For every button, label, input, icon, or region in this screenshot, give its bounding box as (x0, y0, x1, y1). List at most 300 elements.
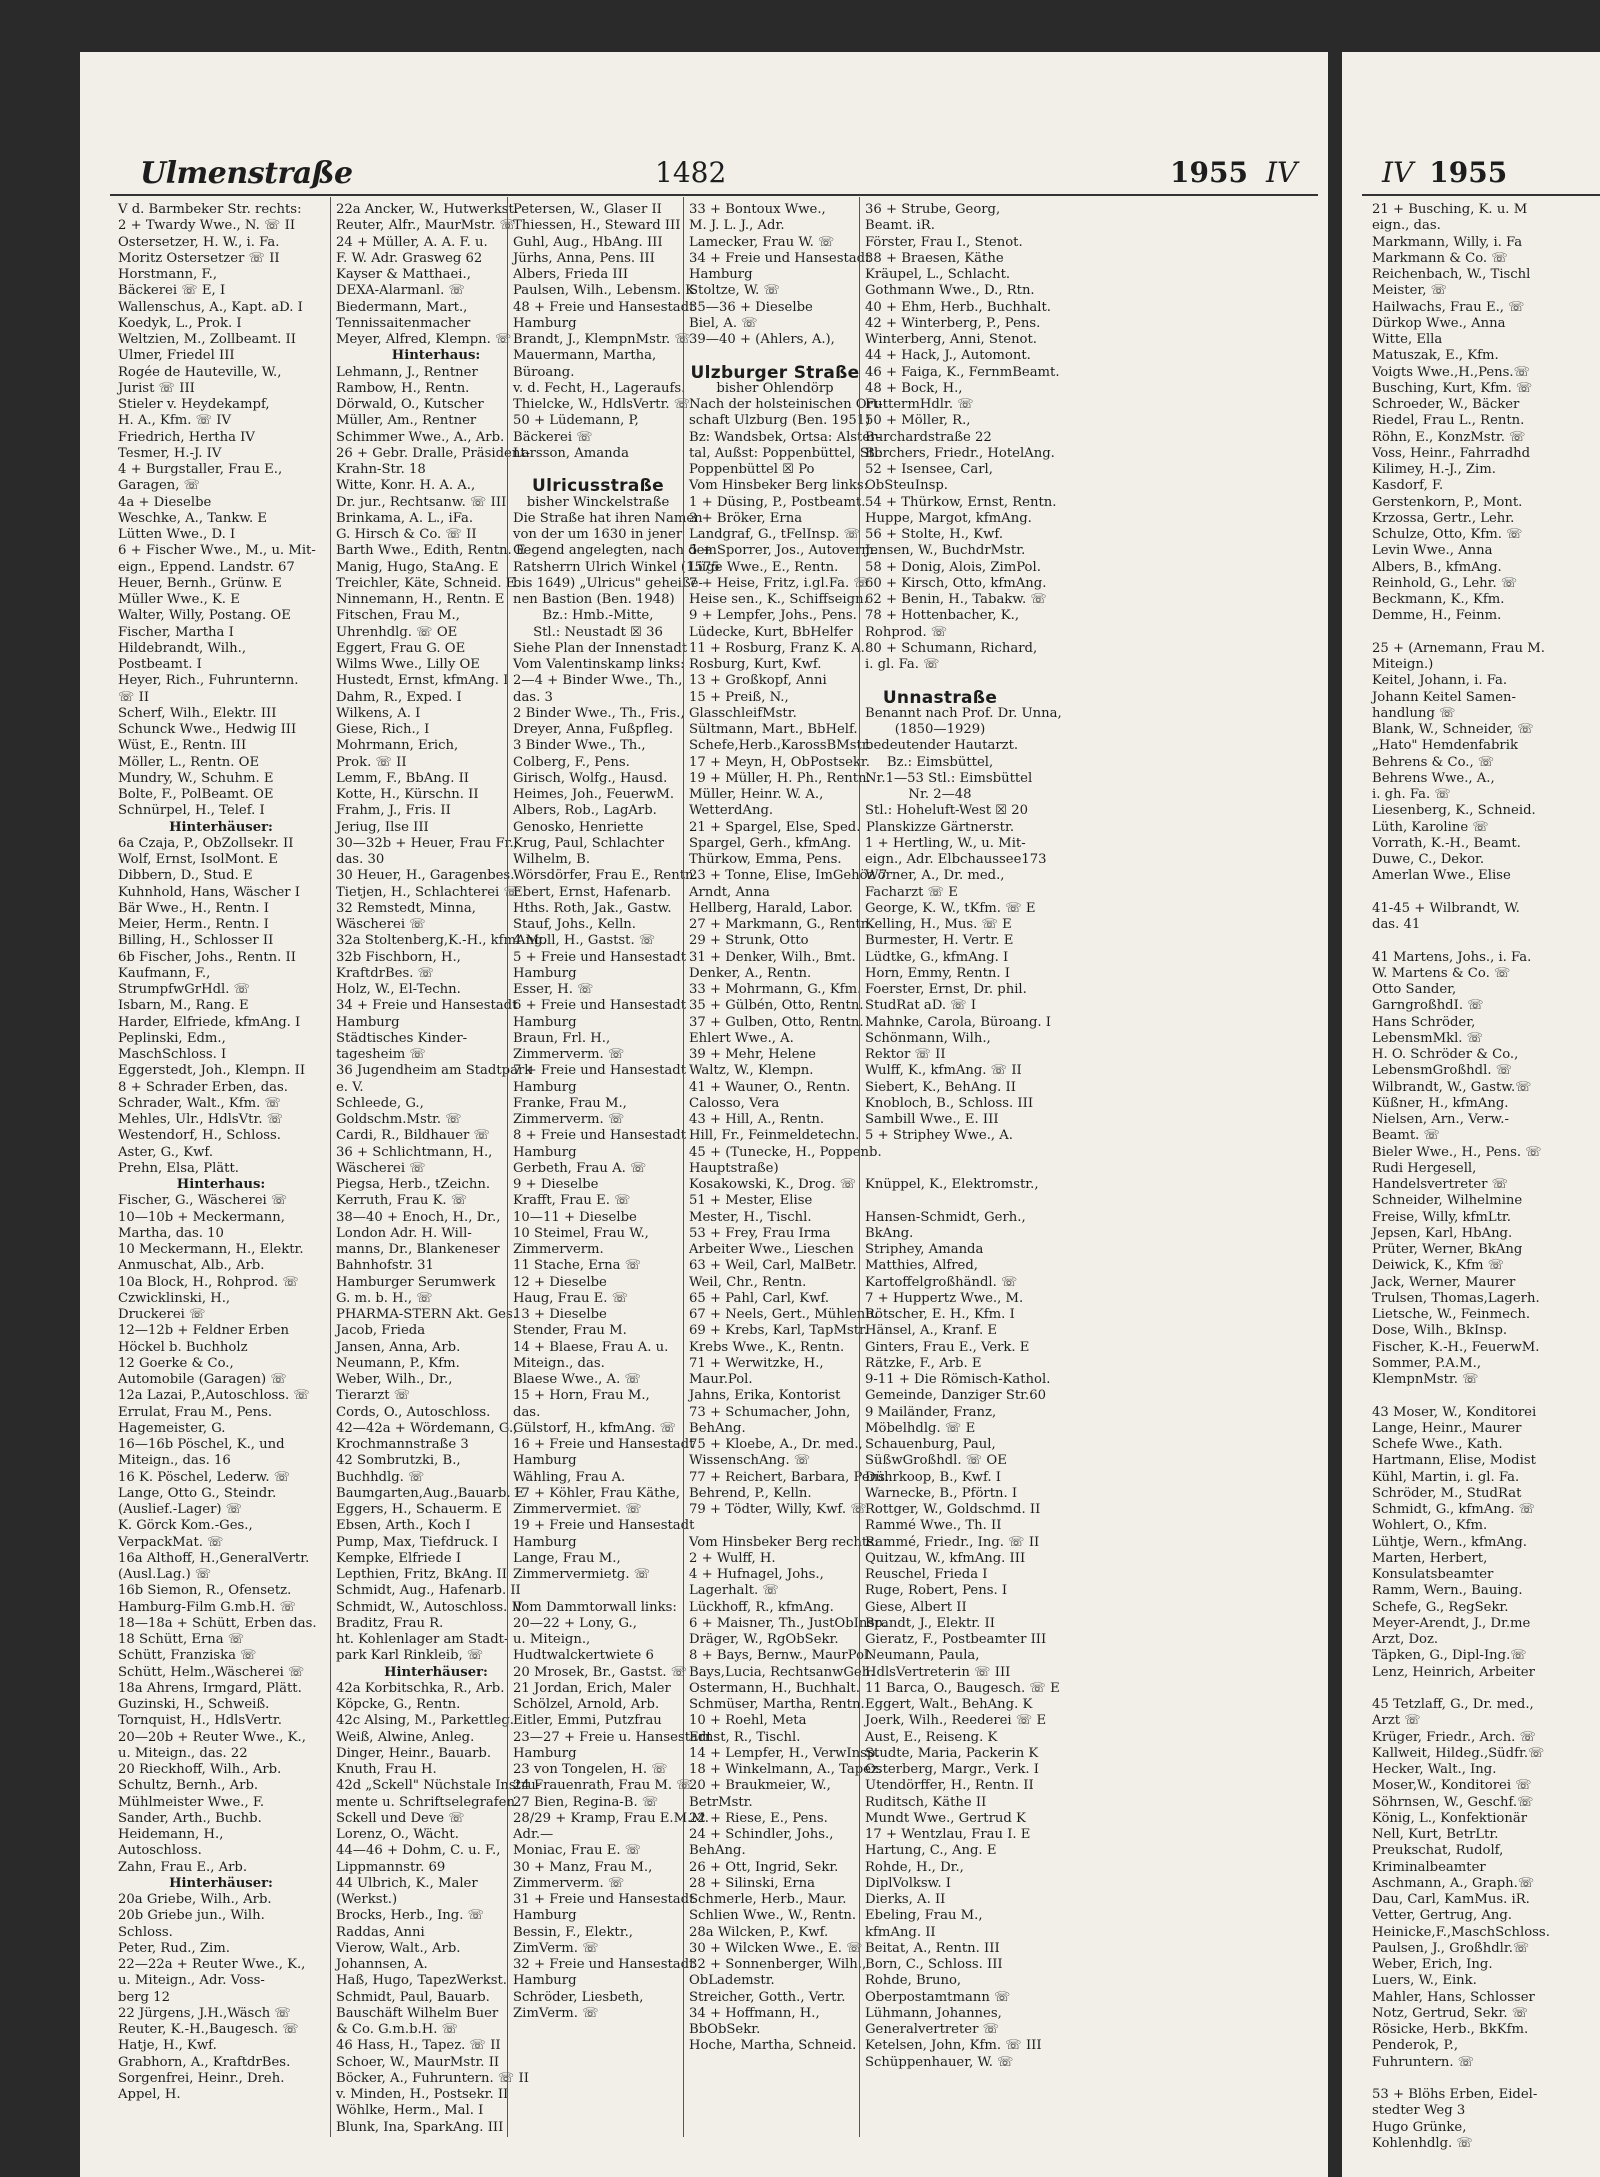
directory-line: Oberpostamtmann ☏ (865, 1989, 1011, 2005)
directory-line: 12 Goerke & Co., (118, 1355, 234, 1371)
directory-line: Sorgenfrei, Heinr., Dreh. (118, 2070, 285, 2086)
directory-line (1372, 885, 1600, 901)
directory-line: 6 + Maisner, Th., JustObInsp. (689, 1615, 887, 1631)
directory-line: Weber, Erich, Ing. (1372, 1957, 1493, 1972)
directory-line: (Werkst.) (336, 1892, 398, 1907)
directory-line: Luers, W., Eink. (1372, 1973, 1477, 1989)
directory-line: 58 + Donig, Alois, ZimPol. (865, 559, 1041, 575)
directory-line: Beamt. ☏ (1372, 1128, 1441, 1144)
directory-line: Konsulatsbeamter (1372, 1567, 1494, 1582)
directory-line: Reinhold, G., Lehr. ☏ (1372, 575, 1518, 591)
directory-line: Eggers, H., Schauerm. E (336, 1502, 502, 1517)
directory-line: Schütt, Franziska ☏ (118, 1648, 257, 1664)
directory-line: Wallenschus, A., Kapt. aD. I (118, 299, 303, 315)
directory-line: Reichenbach, W., Tischl (1372, 267, 1531, 282)
directory-line: Horn, Emmy, Rentn. I (865, 965, 1010, 981)
directory-line: GlasschleifMstr. (689, 705, 797, 721)
directory-line: Arzt ☏ (1372, 1713, 1421, 1729)
directory-line: mente u. Schriftselegrafen (336, 1794, 515, 1810)
directory-line: König, L., Konfektionär (1372, 1810, 1528, 1826)
header-rule (110, 194, 1318, 196)
directory-line: Aschmann, A., Graph.☏ (1372, 1875, 1535, 1891)
directory-line: Sckell und Deve ☏ (336, 1810, 465, 1826)
directory-line: Prok. ☏ II (336, 754, 407, 770)
directory-line: das. 3 (513, 689, 553, 705)
directory-line: 31 + Freie und Hansestadt (513, 1892, 695, 1907)
directory-line: Freise, Willy, kfmLtr. (1372, 1209, 1511, 1225)
directory-line: Lehmann, J., Rentner (336, 364, 478, 380)
directory-line: 3 + Bröker, Erna (689, 510, 803, 526)
directory-line: u. Miteign., das. 22 (118, 1745, 248, 1761)
directory-line: Rottger, W., Goldschmd. II (865, 1502, 1041, 1517)
directory-line: Zimmerverm. ☏ (513, 1047, 625, 1062)
directory-line: 20a Griebe, Wilh., Arb. (118, 1892, 272, 1907)
directory-line: 21 Jordan, Erich, Maler (513, 1680, 671, 1696)
directory-line: 44—46 + Dohm, C. u. F., (336, 1843, 501, 1859)
directory-line: Liesenberg, K., Schneid. (1372, 803, 1536, 819)
directory-line: Wulff, K., kfmAng. ☏ II (865, 1063, 1022, 1079)
directory-line: KraftdrBes. ☏ (336, 965, 435, 981)
directory-line: 60 + Kirsch, Otto, kfmAng. (865, 575, 1047, 591)
directory-line: Reuschel, Frieda I (865, 1567, 988, 1582)
directory-line: 32 + Freie und Hansestadt (513, 1957, 695, 1972)
directory-line: Kelling, H., Mus. ☏ E (865, 917, 1012, 932)
directory-line: Cardi, R., Bildhauer ☏ (336, 1128, 491, 1144)
directory-line: 16—16b Pöschel, K., und (118, 1437, 285, 1452)
directory-line: 33 + Mohrmann, G., Kfm. (689, 982, 862, 997)
directory-line: 42—42a + Wördemann, G., (336, 1420, 518, 1436)
directory-line: Fuhruntern. ☏ (1372, 2054, 1475, 2070)
directory-line: 11 + Rosburg, Franz K. A. (689, 640, 865, 656)
directory-line: Rohde, H., Dr., (865, 1859, 964, 1875)
directory-line: nen Bastion (Ben. 1948) (513, 592, 675, 607)
directory-line: ht. Kohlenlager am Stadt- (336, 1632, 509, 1647)
directory-line: Studte, Maria, Packerin K (865, 1745, 1039, 1761)
directory-line: Schröder, Liesbeth, (513, 1989, 644, 2005)
directory-line: Huppe, Margot, kfmAng. (865, 510, 1032, 526)
directory-line: Thiessen, H., Steward III (513, 218, 681, 234)
directory-line: 32 + Sonnenberger, Wilh., (689, 1957, 867, 1972)
directory-line: 4a + Dieselbe (118, 494, 212, 510)
directory-line: Schunck Wwe., Hedwig III (118, 722, 297, 737)
directory-line: eign., das. (1372, 218, 1441, 234)
directory-line: 11 Barca, O., Baugesch. ☏ E (865, 1680, 1060, 1696)
directory-line: 42d „Sckell" Nüchstale Instru- (336, 1778, 541, 1794)
directory-line: Ketelsen, John, Kfm. ☏ III (865, 2038, 1042, 2054)
directory-line: Vom Hinsbeker Berg links: (689, 478, 869, 494)
directory-line: Kerruth, Frau K. ☏ (336, 1193, 468, 1209)
directory-line: 8 + Freie und Hansestadt (513, 1128, 687, 1144)
directory-line: Friedrich, Hertha IV (118, 429, 255, 445)
directory-line: KlempnMstr. ☏ (1372, 1372, 1479, 1387)
directory-line: 22—22a + Reuter Wwe., K., (118, 1957, 306, 1972)
directory-line: 45 + (Tunecke, H., Poppenb. (689, 1144, 882, 1160)
directory-line: Notz, Gertrud, Sekr. ☏ (1372, 2005, 1529, 2021)
directory-line: Arbeiter Wwe., Lieschen (689, 1242, 854, 1257)
directory-line: Tornquist, H., HdlsVertr. (118, 1713, 282, 1729)
directory-line: 17 + Meyn, H, ObPostsekr. (689, 754, 870, 770)
directory-line: 4 + Hufnagel, Johs., (689, 1567, 824, 1582)
directory-line: Arzt, Doz. (1372, 1632, 1439, 1647)
directory-line: Wilbrandt, W., Gastw.☏ (1372, 1079, 1532, 1095)
directory-line: Schölzel, Arnold, Arb. (513, 1697, 660, 1712)
directory-line: Striphey, Amanda (865, 1242, 984, 1257)
directory-line: 9 + Lempfer, Johs., Pens. (689, 608, 857, 624)
directory-line: 80 + Schumann, Richard, (865, 640, 1038, 656)
directory-line: 36 Jugendheim am Stadtpark (336, 1063, 533, 1079)
directory-line: Schneider, Wilhelmine (1372, 1193, 1523, 1209)
directory-line: Braditz, Frau R. (336, 1615, 444, 1631)
street-info-line: Nr. 2—48 (908, 787, 972, 802)
directory-line: Vom Dammtorwall links: (513, 1599, 677, 1615)
directory-line: 43 Moser, W., Konditorei (1372, 1404, 1537, 1420)
directory-line: Joerk, Wilh., Reederei ☏ E (865, 1713, 1047, 1729)
directory-line: Prehn, Elsa, Plätt. (118, 1160, 239, 1176)
directory-line: 15 + Horn, Frau M., (513, 1388, 650, 1404)
directory-line: 39 + Mehr, Helene (689, 1047, 816, 1062)
directory-line: 46 Hass, H., Tapez. ☏ II (336, 2038, 501, 2054)
section-subheading: Hinterhäuser: (384, 1664, 488, 1680)
directory-line: 9-11 + Die Römisch-Kathol. (865, 1372, 1051, 1387)
directory-line: Jeriug, Ilse III (336, 819, 429, 835)
directory-line: Mauermann, Martha, (513, 348, 657, 364)
column-divider (330, 197, 331, 2137)
directory-line: Utendörffer, H., Rentn. II (865, 1778, 1034, 1794)
directory-line: 42a Korbitschka, R., Arb. (336, 1680, 505, 1696)
directory-line: Eggert, Walt., BehAng. K (865, 1697, 1033, 1712)
directory-line: Wäscherei ☏ (336, 917, 426, 932)
directory-line: Neumann, Paula, (865, 1648, 980, 1664)
directory-line: BehAng. (689, 1843, 746, 1859)
directory-line: Westendorf, H., Schloss. (118, 1128, 282, 1144)
directory-line: Streicher, Gotth., Vertr. (689, 1989, 846, 2005)
directory-line: Busching, Kurt, Kfm. ☏ (1372, 380, 1533, 396)
directory-line: Wohlert, O., Kfm. (1372, 1518, 1488, 1534)
directory-line: Blunk, Ina, SparkAng. III (336, 2119, 504, 2135)
directory-line: 20 Mrosek, Br., Gastst. ☏ (513, 1664, 688, 1680)
directory-line: Albers, B., kfmAng. (1372, 559, 1502, 575)
directory-line: Pump, Max, Tiefdruck. I (336, 1534, 498, 1550)
directory-line: Kühl, Martin, i. gl. Fa. (1372, 1469, 1520, 1485)
directory-line: Czwicklinski, H., (118, 1290, 231, 1306)
directory-line: Krzossa, Gertr., Lehr. (1372, 510, 1515, 526)
directory-line: Voigts Wwe.,H.,Pens.☏ (1372, 364, 1531, 380)
directory-line: 25 + (Arnemann, Frau M. (1372, 640, 1545, 656)
directory-line: Automobile (Garagen) ☏ (118, 1372, 287, 1387)
directory-line: Witte, Konr. H. A. A., (336, 478, 476, 494)
directory-line: Kaufmann, F., (118, 965, 211, 981)
directory-line: & Co. G.m.b.H. ☏ (336, 2022, 459, 2037)
directory-line: Denker, A., Rentn. (689, 965, 812, 981)
directory-line: Schleede, G., (336, 1095, 424, 1111)
street-info-line: bisher Ohlendörp (716, 380, 834, 396)
directory-line: Facharzt ☏ E (865, 884, 958, 900)
directory-line: BetrMstr. (689, 1794, 753, 1810)
directory-line: Lüge Wwe., E., Rentn. (689, 559, 839, 575)
directory-line: 34 + Freie und Hansestadt (336, 998, 518, 1014)
directory-line: Heyer, Rich., Fuhrunternn. (118, 673, 299, 689)
directory-line: 12 + Dieselbe (513, 1274, 607, 1290)
directory-line: Spargel, Gerh., kfmAng. (689, 835, 852, 851)
directory-line: 14 + Lempfer, H., VerwInsp. (689, 1745, 880, 1761)
directory-line: Nr.1—53 Stl.: Eimsbüttel (865, 770, 1033, 786)
directory-line: Grabhorn, A., KraftdrBes. (118, 2054, 291, 2070)
directory-line: Bahnhofstr. 31 (336, 1258, 434, 1274)
directory-line: Ratsherrn Ulrich Winkel (1575 (513, 559, 720, 575)
directory-line: Knüppel, K., Elektromstr., (865, 1177, 1039, 1192)
directory-line: Meyer, Alfred, Klempn. ☏ (336, 332, 512, 347)
directory-line: Girisch, Wolfg., Hausd. (513, 770, 668, 786)
directory-line: Ginters, Frau E., Verk. E (865, 1339, 1030, 1355)
directory-line (1372, 625, 1600, 641)
directory-line: Sommer, P.A.M., (1372, 1355, 1482, 1371)
directory-line: Hartmann, Elise, Modist (1372, 1453, 1536, 1469)
directory-line: Köpcke, G., Rentn. (336, 1697, 461, 1712)
directory-line: Hauptstraße) (689, 1160, 779, 1176)
directory-line: Walter, Willy, Postang. OE (118, 608, 291, 624)
directory-line: Mohrmann, Erich, (336, 738, 459, 754)
directory-line: Rektor ☏ II (865, 1047, 946, 1062)
directory-line: Schroeder, W., Bäcker (1372, 397, 1520, 412)
directory-line: Schloss. (118, 1924, 173, 1940)
directory-line: Kosakowski, K., Drog. ☏ (689, 1177, 857, 1192)
directory-line: Amerlan Wwe., Elise (1372, 868, 1511, 884)
directory-line (1372, 1388, 1600, 1404)
directory-line: VerpackMat. ☏ (118, 1534, 224, 1550)
directory-line: Mundry, W., Schuhm. E (118, 770, 274, 786)
directory-line: Thürkow, Emma, Pens. (689, 852, 842, 867)
directory-line: das. 41 (1372, 917, 1421, 932)
directory-line: 51 + Mester, Elise (689, 1193, 813, 1209)
directory-line: Druckerei ☏ (118, 1307, 206, 1322)
directory-line: Müller Wwe., K. E (118, 592, 240, 607)
directory-line: Rosburg, Kurt, Kwf. (689, 657, 822, 672)
directory-line: Markmann & Co. ☏ (1372, 250, 1508, 266)
directory-line: e. V. (336, 1079, 364, 1095)
directory-line: 38 + Braesen, Käthe (865, 250, 1004, 266)
directory-line: Johannsen, A. (336, 1957, 428, 1972)
directory-line: Hagemeister, G. (118, 1420, 226, 1436)
street-info-line: Planskizze Gärtnerstr. (865, 819, 1015, 835)
directory-line: Knobloch, B., Schloss. III (865, 1095, 1034, 1111)
directory-line: Schefe, G., RegSekr. (1372, 1599, 1509, 1615)
directory-line: Jacob, Frieda (336, 1323, 426, 1339)
directory-line: Witte, Ella (1372, 332, 1443, 347)
directory-line: Manig, Hugo, StaAng. E (336, 559, 499, 575)
directory-line: DiplVolksw. I (865, 1875, 951, 1891)
directory-line: Quitzau, W., kfmAng. III (865, 1550, 1026, 1566)
directory-line: Generalvertreter ☏ (865, 2022, 1000, 2037)
directory-line: Städtisches Kinder- (336, 1030, 468, 1046)
directory-line: Kayser & Matthaei., (336, 267, 471, 282)
directory-line: Hths. Roth, Jak., Gastw. (513, 900, 672, 916)
directory-line: Kilimey, H.-J., Zim. (1372, 462, 1496, 477)
directory-line: Beckmann, K., Kfm. (1372, 592, 1505, 607)
directory-line: StudRat aD. ☏ I (865, 998, 977, 1014)
directory-line: Harder, Elfriede, kfmAng. I (118, 1014, 301, 1030)
directory-line: Hamburg (513, 1144, 577, 1160)
directory-line: Isbarn, M., Rang. E (118, 998, 249, 1014)
directory-line: Giese, Albert II (865, 1599, 967, 1615)
directory-line: Voss, Heinr., Fahrradhd (1372, 445, 1531, 461)
directory-line: 43 + Hill, A., Rentn. (689, 1112, 825, 1127)
directory-line: 42 Sombrutzki, B., (336, 1453, 461, 1469)
directory-line: Lüdtke, G., kfmAng. I (865, 949, 1009, 965)
directory-line: Eitler, Emmi, Putzfrau (513, 1713, 662, 1729)
directory-line: WetterdAng. (689, 803, 774, 819)
directory-line: Koedyk, L., Prok. I (118, 315, 242, 331)
directory-line: 18—18a + Schütt, Erben das. (118, 1615, 317, 1631)
directory-line: H. O. Schröder & Co., (1372, 1047, 1519, 1062)
directory-line: Paulsen, J., Großhdlr.☏ (1372, 1940, 1530, 1956)
directory-line: 34 + Freie und Hansestadt (689, 250, 871, 266)
directory-line: park Karl Rinkleib, ☏ (336, 1648, 484, 1664)
directory-line: Cords, O., Autoschloss. (336, 1404, 491, 1420)
directory-line: Kotte, H., Kürschn. II (336, 787, 479, 802)
directory-line: 22a Ancker, W., Hutwerkst. (336, 202, 519, 217)
directory-line: Treichler, Käte, Schneid. E (336, 575, 516, 591)
directory-line: Moser,W., Konditorei ☏ (1372, 1778, 1532, 1794)
directory-line: 34 + Hoffmann, H., (689, 2005, 820, 2021)
directory-line: 77 + Reichert, Barbara, Pens. (689, 1469, 890, 1485)
street-info-line: bedeutender Hautarzt. (865, 738, 1019, 754)
directory-line: Calosso, Vera (689, 1095, 780, 1111)
directory-line: Ehlert Wwe., A. (689, 1030, 794, 1046)
street-info-line: Siehe Plan der Innenstadt (513, 640, 688, 656)
directory-line: u. Miteign., (513, 1632, 591, 1647)
directory-line: Hamburg (336, 1014, 400, 1030)
column-divider (859, 197, 860, 2137)
directory-line: Täpken, G., Dipl-Ing.☏ (1372, 1648, 1527, 1664)
directory-line: StrumpfwGrHdl. ☏ (118, 982, 251, 997)
directory-line: Born, C., Schloss. III (865, 1957, 1003, 1972)
directory-line: Adr.— (513, 1827, 554, 1842)
directory-line: 37 + Gulben, Otto, Rentn. (689, 1014, 864, 1030)
directory-line: 18 + Winkelmann, A., Tapez. (689, 1762, 883, 1777)
directory-line: W. Martens & Co. ☏ (1372, 965, 1511, 981)
directory-line: Dinger, Heinr., Bauarb. (336, 1745, 492, 1761)
column-divider (507, 197, 508, 2137)
directory-line: Lietsche, W., Feinmech. (1372, 1307, 1531, 1322)
directory-line: Zimmerverm. ☏ (513, 1875, 625, 1891)
directory-line: kfmAng. II (865, 1924, 936, 1940)
directory-line: v. d. Fecht, H., Lageraufs. (513, 380, 686, 396)
directory-line: 10—11 + Dieselbe (513, 1209, 637, 1225)
directory-line: 13 + Dieselbe (513, 1307, 607, 1322)
directory-line: Miteign.) (1372, 657, 1434, 672)
directory-line: Sültmann, Mart., BbHelf. (689, 722, 858, 737)
directory-line: 7 + Heise, Fritz, i.gl.Fa. ☏ (689, 575, 870, 591)
directory-line: Larsson, Amanda (513, 445, 629, 461)
directory-line: Ruditsch, Käthe II (865, 1794, 987, 1810)
directory-line: 5 + Freie und Hansestadt (513, 949, 687, 965)
directory-line: Rammé, Friedr., Ing. ☏ II (865, 1534, 1040, 1550)
directory-line: Lenz, Heinrich, Arbeiter (1372, 1664, 1535, 1680)
directory-line: Hamburg (513, 1745, 577, 1761)
directory-line: Schauenburg, Paul, (865, 1437, 996, 1452)
directory-line: 22 + Riese, E., Pens. (689, 1810, 828, 1826)
directory-line: 21 + Spargel, Else, Sped. (689, 819, 861, 835)
directory-line: F. W. Adr. Grasweg 62 (336, 250, 483, 266)
directory-line: London Adr. H. Will- (336, 1225, 472, 1241)
directory-line: 28 + Silinski, Erna (689, 1875, 816, 1891)
directory-line: Hansen-Schmidt, Gerh., (865, 1209, 1026, 1225)
directory-line: Rötscher, E. H., Kfm. I (865, 1307, 1015, 1322)
directory-line: Mahler, Hans, Schlosser (1372, 1989, 1535, 2005)
directory-line: Hänsel, A., Kranf. E (865, 1323, 998, 1339)
directory-line: tagesheim ☏ (336, 1047, 426, 1062)
directory-line: 12a Lazai, P.,Autoschloss. ☏ (118, 1388, 310, 1404)
directory-line: Warnecke, B., Pförtn. I (865, 1485, 1018, 1501)
directory-line: Ebert, Ernst, Hafenarb. (513, 884, 672, 900)
directory-line: 12—12b + Feldner Erben (118, 1323, 289, 1339)
directory-line: Barth Wwe., Edith, Rentn. E (336, 543, 526, 559)
directory-line: Hamburg (689, 267, 753, 282)
directory-line: SüßwGroßhdl. ☏ OE (865, 1453, 1007, 1469)
directory-line: Burchardstraße 22 (865, 429, 992, 445)
directory-line: Rohde, Bruno, (865, 1973, 962, 1989)
directory-line: 8 + Bays, Bernw., MaurPol. (689, 1648, 873, 1664)
directory-line: 44 Ulbrich, K., Maler (336, 1875, 478, 1891)
directory-line: Miteign., das. (513, 1355, 605, 1371)
directory-line: Goldschm.Mstr. ☏ (336, 1112, 462, 1127)
directory-line: Borchers, Friedr., HotelAng. (865, 445, 1055, 461)
directory-line: 18a Ahrens, Irmgard, Plätt. (118, 1680, 302, 1696)
directory-line: Schefe Wwe., Kath. (1372, 1437, 1503, 1452)
directory-line: Lorenz, O., Wächt. (336, 1827, 459, 1842)
directory-line: Hamburg (513, 1079, 577, 1095)
directory-line: handlung ☏ (1372, 705, 1456, 721)
directory-line: 65 + Pahl, Carl, Kwf. (689, 1290, 830, 1306)
directory-line: 39—40 + (Ahlers, A.), (689, 332, 835, 347)
directory-line: Demme, H., Feinm. (1372, 608, 1502, 624)
directory-line (1372, 933, 1600, 949)
directory-line: Möller, L., Rentn. OE (118, 754, 260, 770)
directory-line: 24 Frauenrath, Frau M. ☏ (513, 1778, 693, 1794)
directory-line: Moritz Ostersetzer ☏ II (118, 250, 280, 266)
directory-line: Wolf, Ernst, IsolMont. E (118, 852, 278, 867)
directory-line: Nielsen, Arn., Verw.- (1372, 1112, 1509, 1127)
directory-line: „Hato" Hemdenfabrik (1372, 738, 1518, 754)
directory-line: Fischer, Martha I (118, 624, 234, 640)
directory-line: 79 + Tödter, Willy, Kwf. ☏ (689, 1502, 867, 1517)
directory-line: Reuter, K.-H.,Baugesch. ☏ (118, 2022, 299, 2037)
directory-line: Foerster, Ernst, Dr. phil. (865, 982, 1027, 997)
directory-line: Braun, Frl. H., (513, 1030, 611, 1046)
directory-line: Matuszak, E., Kfm. (1372, 348, 1499, 364)
directory-line: 30—32b + Heuer, Frau Fr., (336, 835, 518, 851)
directory-line: Bz: Wandsbek, Ortsa: Alster- (689, 429, 881, 445)
directory-line: 20b Griebe jun., Wilh. (118, 1908, 265, 1924)
directory-line: Hamburg (513, 1014, 577, 1030)
directory-line: 24 + Müller, A. A. F. u. (336, 234, 488, 250)
directory-line: 8 + Schrader Erben, das. (118, 1079, 288, 1095)
directory-line: Penderok, P., (1372, 2038, 1459, 2054)
directory-line: Büroang. (513, 364, 575, 380)
directory-line: Dräger, W., RgObSekr. (689, 1632, 839, 1647)
directory-line: Gerstenkorn, P., Mont. (1372, 494, 1523, 510)
directory-line: Jansen, Anna, Arb. (336, 1339, 461, 1355)
directory-line: Lepthien, Fritz, BkAng. II (336, 1567, 507, 1582)
street-info-line: Bz.: Eimsbüttel, (886, 754, 994, 770)
directory-line: Kempke, Elfriede I (336, 1550, 462, 1566)
directory-line: Lüdecke, Kurt, BbHelfer (689, 624, 853, 640)
directory-line: 23—27 + Freie u. Hansestadt (513, 1729, 712, 1745)
directory-line: Blank, W., Schneider, ☏ (1372, 722, 1534, 737)
directory-line: 16 K. Pöschel, Lederw. ☏ (118, 1469, 291, 1485)
directory-line: LebensmMkl. ☏ (1372, 1030, 1484, 1046)
directory-line: Rambow, H., Rentn. (336, 380, 470, 396)
